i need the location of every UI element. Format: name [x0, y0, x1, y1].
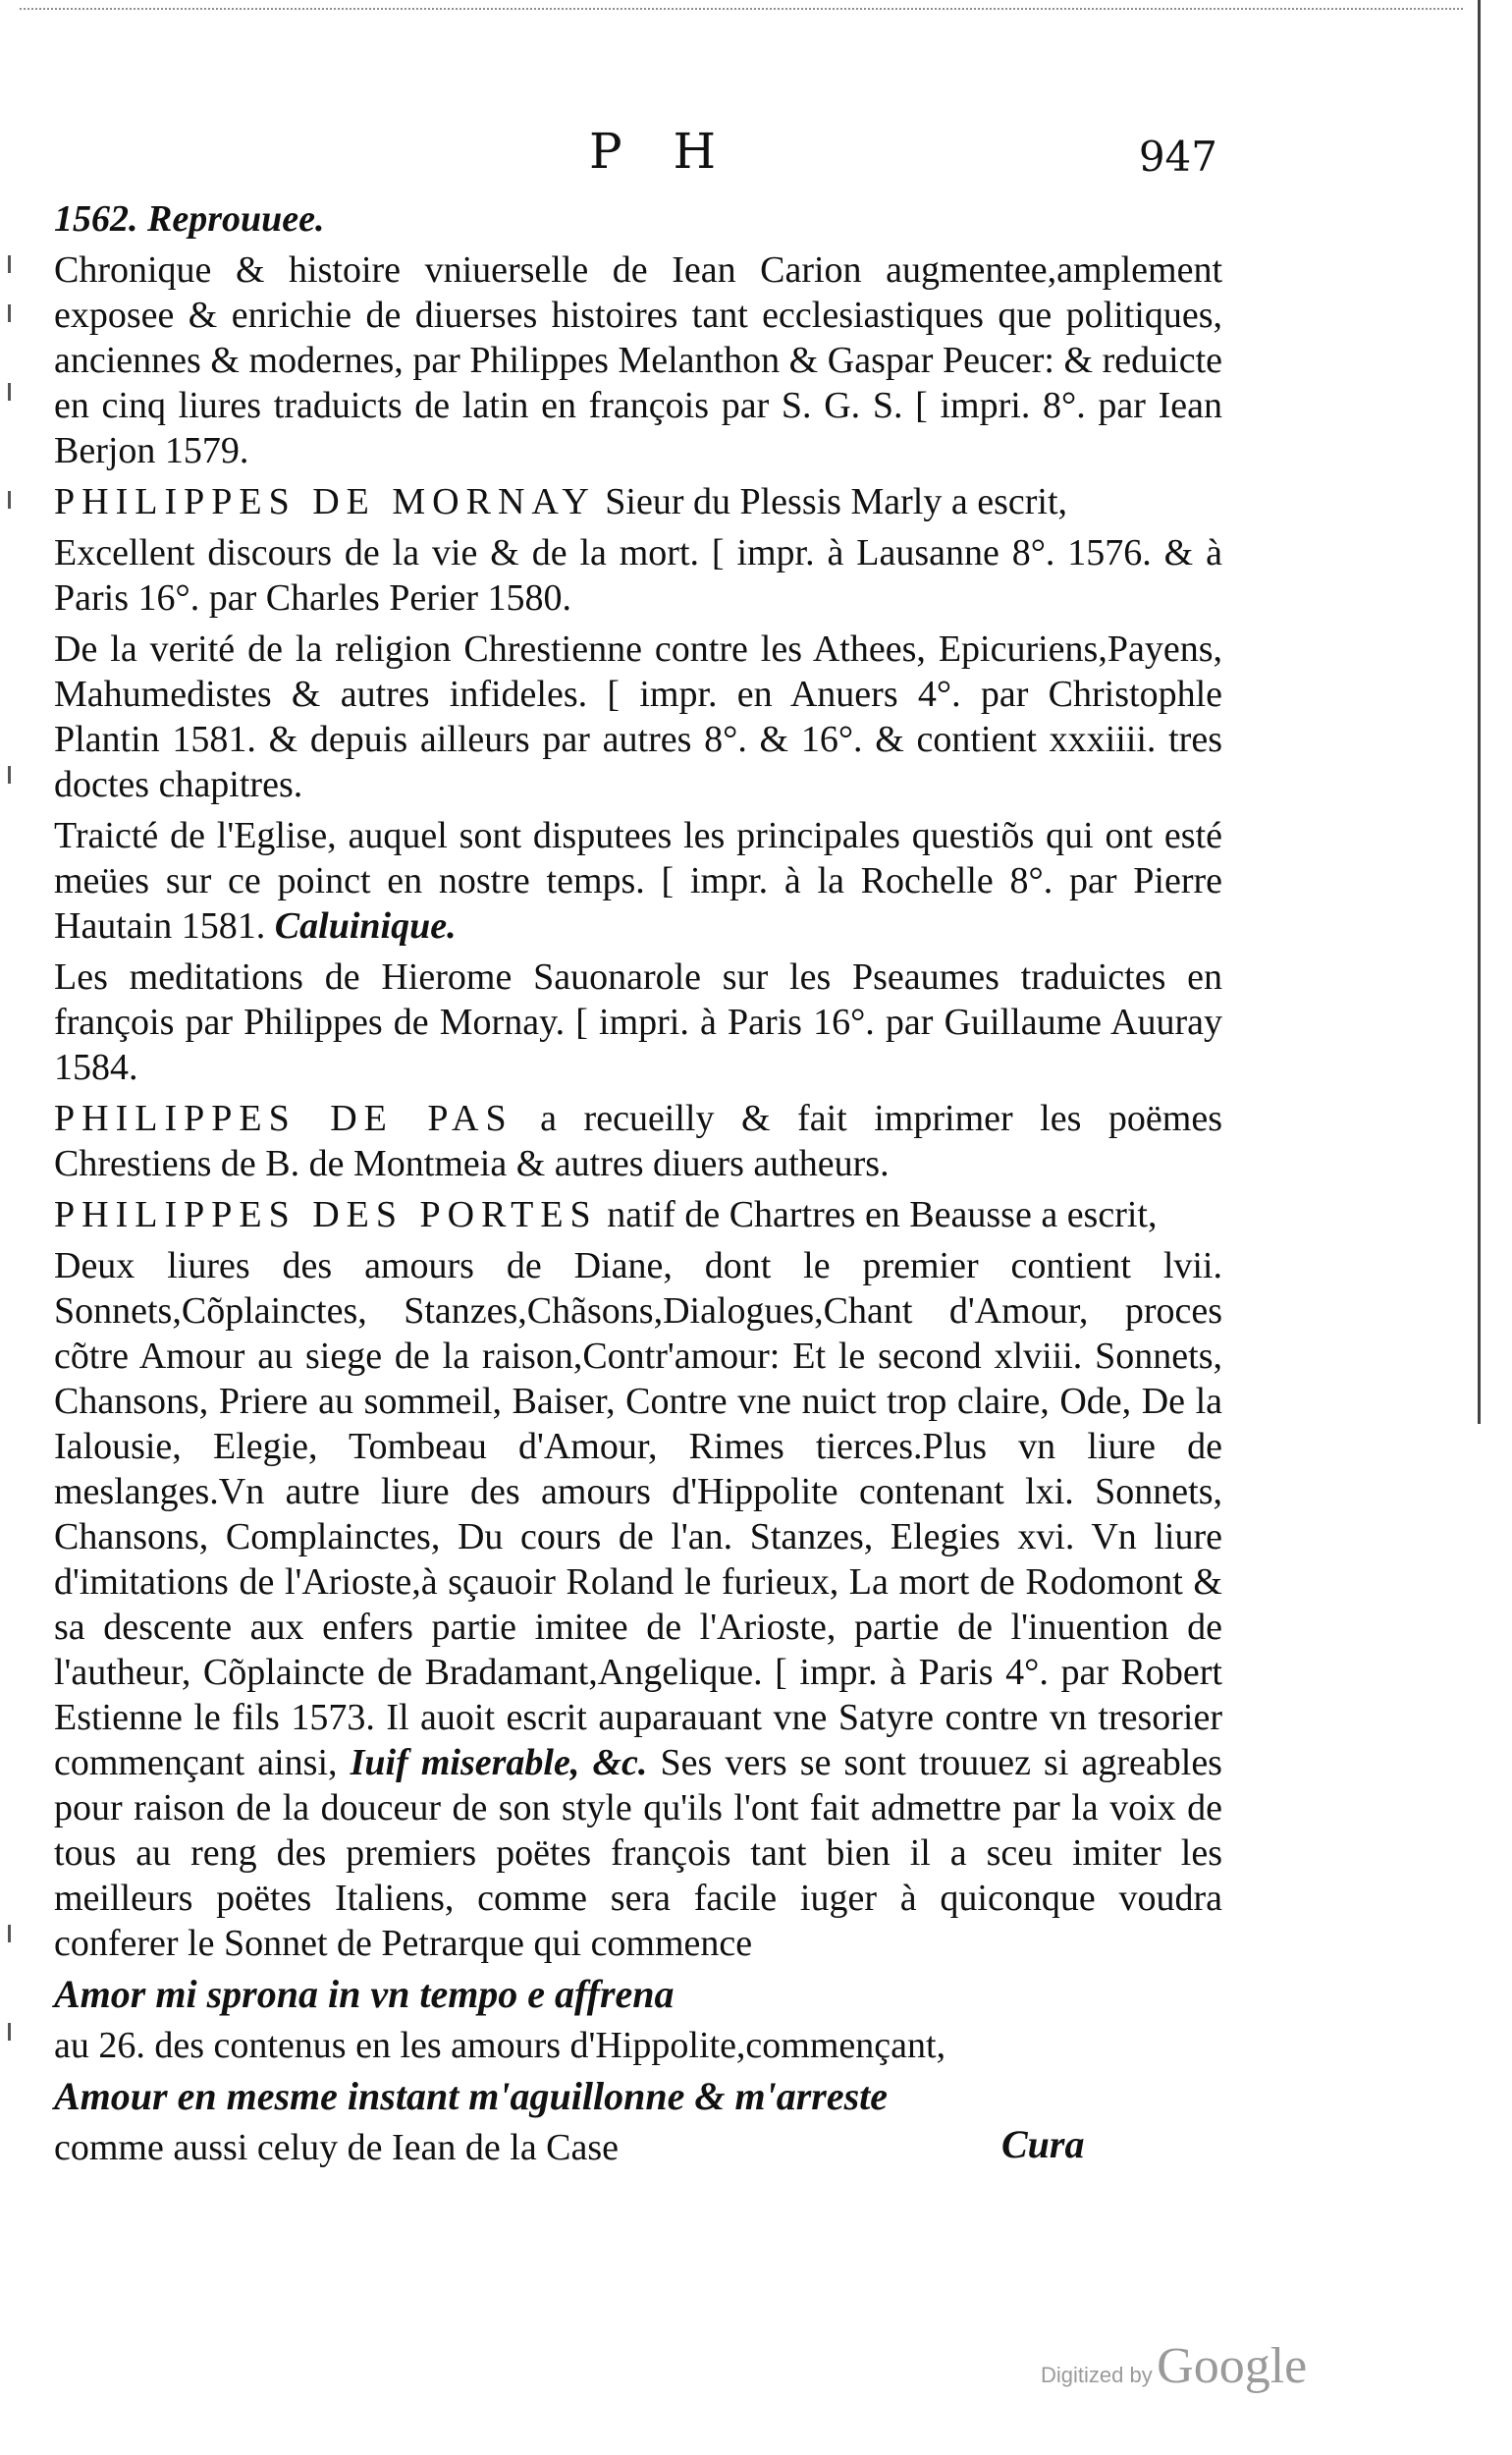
- author-pas: PHILIPPES DE PAS: [54, 1098, 513, 1139]
- verse-petrarque: Amor mi sprona in vn tempo e affrena: [54, 1972, 675, 2016]
- entry-meditations: Les meditations de Hierome Sauonarole sur les Pseaumes traduictes en françois par Philippes de Mornay. [ impri. à Paris 16°. par Guillaume Auuray 1584.: [54, 956, 1222, 1088]
- entry-amours: Deux liures des amours de Diane, dont le premier contient lvii. Sonnets,Cõplainctes, Stanzes,Chãsons,Dialogues,Chant d'Amour, proces cõtre Amour au siege de la raison,Contr'amour: Et le second xlviii. Sonnets, Chansons, Priere au sommeil, Baiser, Contre vne nuict trop claire, Ode, De la Ialousie, Elegie, Tombeau d'Amour, Rimes tierces.Plus vn liure de meslanges.Vn autre liure des amours d'Hippolite contenant lxi. Sonnets, Chansons, Complainctes, Du cours de l'an. Stanzes, Elegies xvi. Vn liure d'imitations de l'Arioste,à sçauoir Roland le furieux, La mort de Rodomont & sa descente aux enfers partie imitee de l'Arioste, partie de l'inuention de l'autheur, Cõplaincte de Bradamant,Angelique. [ impr. à Paris 4°. par Robert Estienne le fils 1573. Il auoit escrit auparauant vne Satyre contre vn tresorier commençant ainsi, Iuif miserable, &c. Ses vers se sont trouuez si agreables pour raison de la douceur de son style qu'ils l'ont fait admettre par la voix de tous au reng des premiers poëtes françois tant bien il a sceu imiter les meilleurs poëtes Italiens, comme sera facile iuger à quiconque voudra conferer le Sonnet de Petrarque qui commence: [54, 1245, 1222, 1964]
- watermark-small: Digitized by: [1041, 2363, 1153, 2387]
- author-mornay: PHILIPPES DE MORNAY: [54, 481, 596, 522]
- catchword: Cura: [1001, 2122, 1085, 2166]
- page-top-edge: [20, 0, 1463, 10]
- page-right-edge: [1478, 0, 1481, 1424]
- entry-au-26: au 26. des contenus en les amours d'Hippolite,commençant,: [54, 2025, 946, 2066]
- entry-chronique: Chronique & histoire vniuerselle de Iean Carion augmentee,amplement exposee & enrichie de diuerses histoires tant ecclesiastiques que politiques, anciennes & modernes, par Philippes Melanthon & Gaspar Peucer: & reduicte en cinq liures traduicts de latin en françois par S. G. S. [ impri. 8°. par Iean Berjon 1579.: [54, 249, 1222, 471]
- verse-amour: Amour en mesme instant m'aguillonne & m'arreste: [54, 2074, 889, 2118]
- entry-pas-heading: PHILIPPES DE PAS a recueilly & fait imprimer les poëmes Chrestiens de B. de Montmeia & autres diuers autheurs.: [54, 1098, 1222, 1184]
- entry-verite: De la verité de la religion Chrestienne contre les Athees, Epicuriens,Payens, Mahumedistes & autres infideles. [ impr. en Anuers 4°. par Christophle Plantin 1581. & depuis ailleurs par autres 8°. & 16°. & contient xxxiiii. tres doctes chapitres.: [54, 628, 1222, 805]
- entry-mornay-heading: PHILIPPES DE MORNAY Sieur du Plessis Marly a escrit,: [54, 481, 1067, 522]
- running-head: P H: [589, 123, 734, 180]
- body-text: [54, 196, 1222, 2176]
- left-margin-marks: [8, 236, 27, 2101]
- entry-traicte: Traicté de l'Eglise, auquel sont disputees les principales questiõs qui ont esté meües sur ce poinct en nostre temps. [ impr. à la Rochelle 8°. par Pierre Hautain 1581. Caluinique.: [54, 815, 1222, 947]
- entry-discours: Excellent discours de la vie & de la mort. [ impr. à Lausanne 8°. 1576. & à Paris 16°. par Charles Perier 1580.: [54, 532, 1222, 619]
- digitized-watermark: [1041, 2337, 1307, 2395]
- page-number: 947: [1138, 133, 1217, 181]
- entry-case: comme aussi celuy de Iean de la Case: [54, 2127, 620, 2168]
- google-logo: Google: [1157, 2338, 1308, 2394]
- entry-desportes-heading: PHILIPPES DES PORTES natif de Chartres en Beausse a escrit,: [54, 1194, 1158, 1235]
- author-desportes: PHILIPPES DES PORTES: [54, 1194, 598, 1235]
- page-header: [0, 123, 1512, 191]
- line-reprouuee: 1562. Reprouuee.: [54, 198, 325, 240]
